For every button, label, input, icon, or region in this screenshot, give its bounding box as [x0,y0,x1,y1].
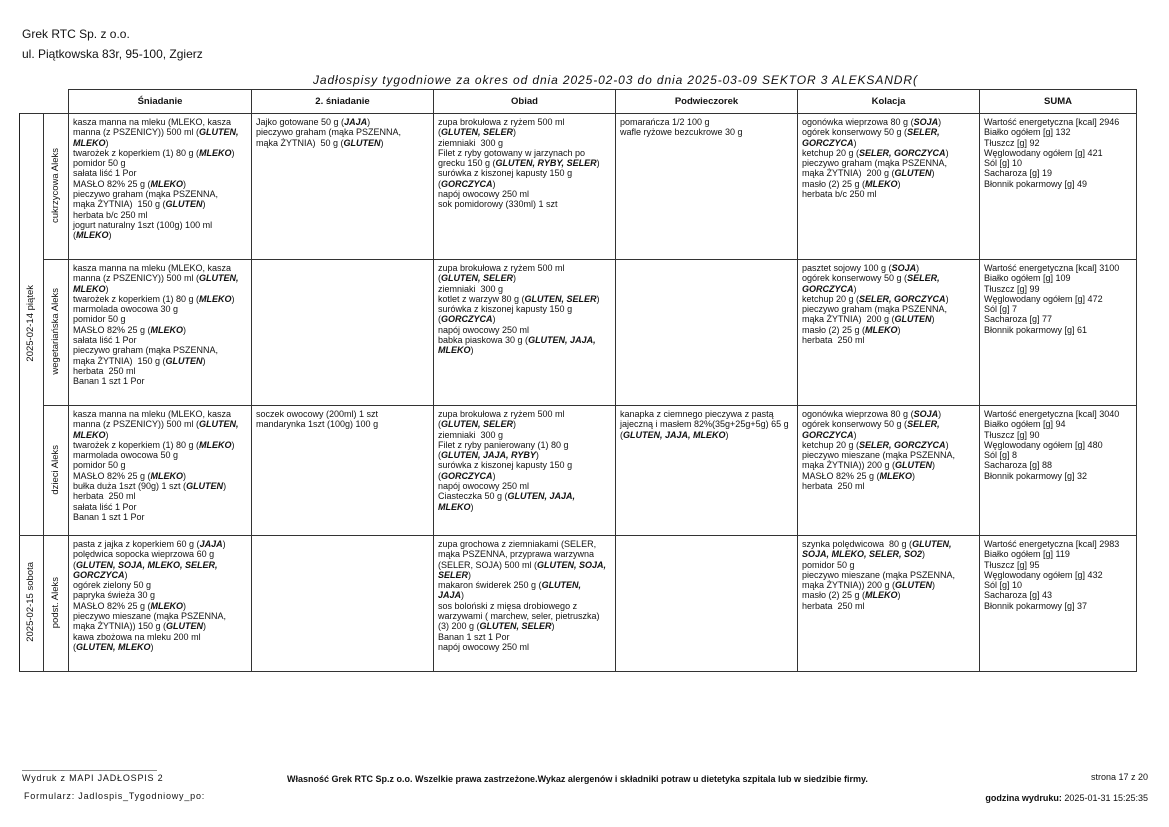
meal-line: twarożek z koperkiem (1) 80 g (MLEKO) [73,147,235,158]
allergen-text: GLUTEN [894,168,932,179]
meal-line: herbata 250 ml [73,365,136,376]
meal-line: papryka świeża 30 g [73,590,156,601]
footer-printout: Wydruk z MAPI JADŁOSPIS 2 [22,773,164,783]
day-date-cell [20,536,44,672]
menu-table [19,89,1137,672]
allergen-text: GORCZYCA [802,283,854,294]
meal-line: (GLUTEN, SELER) [438,419,517,430]
meal-line: ogórek zielony 50 g [73,580,152,591]
meal-cell-suma [980,536,1137,672]
meal-line: surówka z kiszonej kapusty 150 g [438,304,573,315]
allergen-text: GLUTEN, SELER [441,127,514,138]
meal-line: ogórek konserwowy 50 g (SELER, [802,419,940,430]
nutrition-line: Błonnik pokarmowy [g] 61 [984,324,1088,335]
allergen-text: GLUTEN, JAJA, RYBY [441,450,536,461]
meal-line: SOJA, MLEKO, SELER, SO2) [802,549,926,560]
meal-cell-obiad [434,114,616,260]
meal-line: pomidor 50 g [802,559,855,570]
meal-cell-2-sniadanie [252,260,434,406]
allergen-text: MLEKO [76,230,109,241]
meal-line: Filet z ryby gotowany w jarzynach po [438,147,586,158]
allergen-text: MLEKO [73,137,106,148]
meal-line: twarożek z koperkiem (1) 80 g (MLEKO) [73,439,235,450]
allergen-text: MLEKO [879,470,913,481]
nutrition-line: Sól [g] 7 [984,304,1018,315]
meal-cell-suma [980,114,1137,260]
meal-line: sałata liść 1 Por [73,168,137,179]
column-header-podwieczorek: Podwieczorek [616,90,798,114]
diet-name: dzieci Aleks [49,444,61,495]
meal-line: ziemniaki 300 g [438,283,504,294]
meal-line: MLEKO) [438,501,474,512]
allergen-text: SELER, GORCZYCA [859,293,946,304]
allergen-text: GLUTEN, [912,539,952,549]
meal-line: (GLUTEN, SELER) [438,273,517,284]
meal-line: pieczywo mieszane (mąka PSZENNA, [802,569,956,580]
allergen-text: GORCZYCA [802,429,854,440]
meal-line: polędwica sopocka wieprzowa 60 g [73,549,215,560]
meal-line: MASŁO 82% 25 g (MLEKO) [73,324,187,335]
meal-line: pomidor 50 g [73,460,126,471]
day-date: 2025-02-15 sobota [25,562,37,643]
allergen-text: SELER, [907,127,940,138]
company-name: Grek RTC Sp. z o.o. [22,27,130,41]
allergen-text: SELER, GORCZYCA [859,147,946,158]
allergen-text: GLUTEN, JAJA, [507,491,576,502]
meal-line: kasza manna na mleku (MLEKO, kasza [73,263,232,273]
allergen-text: MLEKO [438,345,471,356]
meal-line: mąka ŻYTNIA) 200 g (GLUTEN) [802,168,935,179]
allergen-text: GLUTEN, JAJA, MLEKO [623,429,726,440]
nutrition-line: Białko ogółem [g] 109 [984,273,1071,284]
meal-line: ziemniaki 300 g [438,429,504,440]
allergen-text: GLUTEN, [541,580,582,591]
meal-line: MLEKO) [73,283,109,294]
meal-cell-suma [980,406,1137,536]
meal-cell-suma [980,260,1137,406]
meal-line: pieczywo graham (mąka PSZENNA, [802,304,948,315]
allergen-text: GORCZYCA [802,137,854,148]
meal-line: ketchup 20 g (SELER, GORCZYCA) [802,147,949,158]
diet-name-cell [44,406,69,536]
meal-cell-kolacja [798,406,980,536]
meal-line: pomidor 50 g [73,314,126,325]
meal-line: pieczywo graham (mąka PSZENNA, [73,189,219,200]
nutrition-line: Wartość energetyczna [kcal] 3040 [984,409,1120,419]
meal-cell-obiad [434,406,616,536]
meal-line: mąka PSZENNA, przyprawa warzywna [438,549,595,560]
meal-line: masło (2) 25 g (MLEKO) [802,324,901,335]
meal-line: masło (2) 25 g (MLEKO) [802,178,901,189]
menu-row [20,260,1137,406]
meal-line: mąka ŻYTNIA) 150 g (GLUTEN) [73,355,206,366]
meal-line: ogórek konserwowy 50 g (SELER, [802,127,940,138]
meal-line: mąka ŻYTNIA) 150 g (GLUTEN) [73,199,206,210]
meal-line: GORCZYCA) [73,569,128,580]
meal-line: Banan 1 szt 1 Por [73,376,145,387]
meal-line: mąka ŻYTNIA) 200 g (GLUTEN) [802,314,935,325]
nutrition-line: Węglowodany ogółem [g] 421 [984,147,1103,158]
column-header-suma: SUMA [980,90,1137,114]
meal-line: herbata b/c 250 ml [73,209,148,220]
meal-line: GORCZYCA) [802,429,857,440]
meal-cell-kolacja [798,260,980,406]
allergen-text: GLUTEN, SELER [524,293,597,304]
meal-line: mąka ŻYTNIA)) 150 g (GLUTEN) [73,621,207,632]
meal-line: SELER) [438,569,472,580]
meal-line: (3) 200 g (GLUTEN, SELER) [438,621,555,632]
meal-line: MASŁO 82% 25 g (MLEKO) [802,470,916,481]
meal-line: ogórek konserwowy 50 g (SELER, [802,273,940,284]
meal-line: mąka ŻYTNIA)) 200 g (GLUTEN) [802,460,936,471]
meal-line: Banan 1 szt 1 Por [438,631,510,642]
meal-cell-podwieczorek [616,260,798,406]
allergen-text: MLEKO [150,324,184,335]
meal-line: manna (z PSZENICY)) 500 ml (GLUTEN, [73,127,239,138]
allergen-text: MLEKO [865,324,898,335]
meal-line: manna (z PSZENICY)) 500 ml (GLUTEN, [73,419,239,430]
meal-line: marmolada owocowa 30 g [73,304,179,315]
nutrition-line: Sacharoza [g] 43 [984,590,1053,601]
allergen-text: SOJA [913,117,939,127]
allergen-text: MLEKO [865,178,898,189]
nutrition-line: Tłuszcz [g] 99 [984,283,1040,294]
day-date-cell [20,114,44,536]
header-spacer [20,90,69,114]
meal-line: pomarańcza 1/2 100 g [620,117,710,127]
meal-cell-2-sniadanie [252,406,434,536]
meal-line: pieczywo mieszane (mąka PSZENNA, [73,611,227,622]
allergen-text: GLUTEN, [199,127,239,138]
meal-line: MLEKO) [438,345,474,356]
meal-line: soczek owocowy (200ml) 1 szt [256,409,379,419]
allergen-text: GORCZYCA [441,470,493,481]
meal-line: MASŁO 82% 25 g (MLEKO) [73,600,187,611]
nutrition-line: Białko ogółem [g] 132 [984,127,1071,138]
meal-line: zupa brokułowa z ryżem 500 ml [438,409,565,419]
meal-line: sok pomidorowy (330ml) 1 szt [438,199,558,210]
meal-line: pomidor 50 g [73,158,126,169]
meal-line: (GORCZYCA) [438,314,496,325]
meal-line: bułka duża 1szt (90g) 1 szt (GLUTEN) [73,481,227,492]
footer-ownership: Własność Grek RTC Sp.z o.o. Wszelkie prawa zastrzeżone.Wykaz alergenów i składniki potraw u dietetyka szpitala lub w siedzibie firmy. [287,774,868,784]
meal-line: pasta z jajka z koperkiem 60 g (JAJA) [73,539,226,549]
diet-name: cukrzycowa Aleks [49,147,61,223]
allergen-text: MLEKO [73,429,106,440]
meal-line: MASŁO 82% 25 g (MLEKO) [73,470,187,481]
diet-name: wegetariańska Aleks [49,288,61,375]
footer-print-time-value: 2025-01-31 15:25:35 [1064,793,1148,803]
nutrition-line: Wartość energetyczna [kcal] 3100 [984,263,1120,273]
meal-cell-podwieczorek [616,114,798,260]
meal-cell-podwieczorek [616,406,798,536]
menu-row [20,114,1137,260]
meal-line: babka piaskowa 30 g (GLUTEN, JAJA, [438,335,596,346]
allergen-text: MLEKO [199,293,232,304]
allergen-text: GLUTEN [165,355,203,366]
meal-line: pieczywo graham (mąka PSZENNA, [73,345,219,356]
allergen-text: SOJA [913,409,939,419]
meal-line: kotlet z warzyw 80 g (GLUTEN, SELER) [438,293,600,304]
allergen-text: GLUTEN [165,199,203,210]
meal-line: mandarynka 1szt (100g) 100 g [256,419,379,430]
allergen-text: GLUTEN, SOJA, [537,559,607,570]
meal-cell-2-sniadanie [252,536,434,672]
allergen-text: GLUTEN, RYBY, SELER [495,158,597,169]
meal-line: herbata b/c 250 ml [802,189,877,200]
meal-line: sałata liść 1 Por [73,335,137,346]
meal-line: MASŁO 82% 25 g (MLEKO) [73,178,187,189]
allergen-text: MLEKO [199,147,232,158]
meal-line: herbata 250 ml [73,491,136,502]
meal-line: kawa zbożowa na mleku 200 ml [73,631,201,642]
footer-page-number: strona 17 z 20 [1090,772,1148,782]
meal-line: (GLUTEN, SOJA, MLEKO, SELER, [73,559,218,570]
meal-line: zupa brokułowa z ryżem 500 ml [438,117,565,127]
nutrition-line: Sacharoza [g] 77 [984,314,1053,325]
header-row [20,90,1137,114]
meal-line: masło (2) 25 g (MLEKO) [802,590,901,601]
nutrition-line: Wartość energetyczna [kcal] 2983 [984,539,1120,549]
nutrition-line: Tłuszcz [g] 90 [984,429,1040,440]
nutrition-line: Sacharoza [g] 88 [984,460,1053,471]
meal-line: pieczywo mieszane (mąka PSZENNA, [802,450,956,461]
footer-print-time-label: godzina wydruku: [985,793,1062,803]
meal-line: mąka ŻYTNIA) 50 g (GLUTEN) [256,137,384,148]
meal-line: MLEKO) [73,137,109,148]
diet-name-cell [44,114,69,260]
nutrition-line: Białko ogółem [g] 119 [984,549,1070,560]
allergen-text: SELER, [907,273,940,284]
allergen-text: MLEKO [865,590,898,601]
meal-line: ketchup 20 g (SELER, GORCZYCA) [802,293,949,304]
day-date: 2025-02-14 piątek [25,285,37,362]
meal-line: (SELER, SOJA) 500 ml (GLUTEN, SOJA, [438,559,607,570]
allergen-text: MLEKO [150,600,184,611]
meal-cell-2-sniadanie [252,114,434,260]
footer-form: Formularz: Jadlospis_Tygodniowy_po: [24,791,206,801]
company-header [22,24,203,64]
diet-name-cell [44,536,69,672]
allergen-text: SELER, GORCZYCA [859,439,946,450]
meal-line: ogonówka wieprzowa 80 g (SOJA) [802,117,942,127]
meal-line: mąka ŻYTNIA)) 200 g (GLUTEN) [802,580,936,591]
column-header-2-sniadanie: 2. śniadanie [252,90,434,114]
column-header-sniadanie: Śniadanie [69,90,252,114]
allergen-text: JAJA [199,539,223,549]
allergen-text: GLUTEN [894,314,932,325]
nutrition-line: Wartość energetyczna [kcal] 2946 [984,117,1120,127]
meal-line: twarożek z koperkiem (1) 80 g (MLEKO) [73,293,235,304]
meal-line: (GLUTEN, SELER) [438,127,517,138]
meal-line: wafle ryżowe bezcukrowe 30 g [620,127,743,138]
meal-cell-obiad [434,260,616,406]
meal-line: (GORCZYCA) [438,470,496,481]
meal-line: kanapka z ciemnego pieczywa z pastą [620,409,774,419]
meal-line: zupa brokułowa z ryżem 500 ml [438,263,565,273]
allergen-text: MLEKO [199,439,232,450]
meal-line: (MLEKO) [73,230,112,241]
nutrition-line: Błonnik pokarmowy [g] 32 [984,470,1088,481]
meal-line: herbata 250 ml [802,481,865,492]
meal-line: (GLUTEN, JAJA, MLEKO) [620,429,729,440]
meal-line: warzywami ( marchew, seler, pietruszka) [438,611,600,622]
meal-line: Banan 1 szt 1 Por [73,511,145,522]
meal-line: marmolada owocowa 50 g [73,450,179,461]
meal-line: JAJA) [438,590,465,601]
meal-line: grecku 150 g (GLUTEN, RYBY, SELER) [438,158,600,169]
meal-line: napój owocowy 250 ml [438,189,530,200]
meal-line: GORCZYCA) [802,283,857,294]
meal-line: makaron świderek 250 g (GLUTEN, [438,580,582,591]
document-title: Jadłospisy tygodniowe za okres od dnia 2025-02-03 do dnia 2025-03-09 SEKTOR 3 ALEKSANDR( [313,73,918,87]
allergen-text: GLUTEN, [199,419,239,430]
allergen-text: GORCZYCA [441,314,493,325]
menu-row [20,536,1137,672]
allergen-text: GLUTEN [343,137,381,148]
allergen-text: GORCZYCA [73,569,125,580]
allergen-text: GLUTEN, SOJA, MLEKO, SELER, [76,559,218,570]
company-address: ul. Piątkowska 83r, 95-100, Zgierz [22,47,203,61]
allergen-text: GLUTEN [895,460,933,471]
allergen-text: SOJA [891,263,917,273]
allergen-text: MLEKO [438,501,471,512]
allergen-text: GLUTEN, [199,273,239,284]
meal-line: GORCZYCA) [802,137,857,148]
meal-cell-kolacja [798,114,980,260]
nutrition-line: Błonnik pokarmowy [g] 49 [984,178,1088,189]
meal-line: szynka polędwicowa 80 g (GLUTEN, [802,539,952,549]
allergen-text: GLUTEN [186,481,224,492]
nutrition-line: Węglowodany ogółem [g] 472 [984,293,1103,304]
allergen-text: JAJA [344,117,368,127]
meal-line: napój owocowy 250 ml [438,481,530,492]
allergen-text: SELER [438,569,469,580]
meal-line: pieczywo graham (mąka PSZENNA, [256,127,402,138]
meal-cell-sniadanie [69,260,252,406]
column-header-obiad: Obiad [434,90,616,114]
column-header-kolacja: Kolacja [798,90,980,114]
meal-line: jogurt naturalny 1szt (100g) 100 ml [73,219,213,230]
allergen-text: GLUTEN, MLEKO [76,641,151,652]
meal-line: surówka z kiszonej kapusty 150 g [438,460,573,471]
nutrition-line: Błonnik pokarmowy [g] 37 [984,600,1088,611]
nutrition-line: Sól [g] 10 [984,158,1023,169]
nutrition-line: Sól [g] 8 [984,450,1018,461]
footer-print-time [985,793,1148,803]
allergen-text: MLEKO [150,178,184,189]
meal-cell-obiad [434,536,616,672]
allergen-text: GLUTEN [166,621,204,632]
allergen-text: SELER, [907,419,940,430]
meal-line: MLEKO) [73,429,109,440]
meal-line: napój owocowy 250 ml [438,324,530,335]
allergen-text: MLEKO [73,283,106,294]
menu-row [20,406,1137,536]
meal-cell-podwieczorek [616,536,798,672]
meal-line: kasza manna na mleku (MLEKO, kasza [73,409,232,419]
allergen-text: SOJA, MLEKO, SELER, SO2 [802,549,923,560]
meal-line: ziemniaki 300 g [438,137,504,148]
meal-line: Filet z ryby panierowany (1) 80 g [438,439,569,450]
allergen-text: GLUTEN, SELER [441,419,514,430]
meal-line: Ciasteczka 50 g (GLUTEN, JAJA, [438,491,576,502]
meal-line: napój owocowy 250 ml [438,641,530,652]
meal-cell-kolacja [798,536,980,672]
meal-line: herbata 250 ml [802,335,865,346]
nutrition-line: Węglowodany ogółem [g] 480 [984,439,1103,450]
diet-name-cell [44,260,69,406]
meal-line: ketchup 20 g (SELER, GORCZYCA) [802,439,949,450]
meal-line: pieczywo graham (mąka PSZENNA, [802,158,948,169]
diet-name: podst. Aleks [49,576,61,628]
meal-line: sos boloński z mięsa drobiowego z [438,600,578,611]
nutrition-line: Sacharoza [g] 19 [984,168,1053,179]
allergen-text: MLEKO [150,470,184,481]
nutrition-line: Sól [g] 10 [984,580,1023,591]
allergen-text: GLUTEN, SELER [441,273,514,284]
meal-cell-sniadanie [69,536,252,672]
meal-line: pasztet sojowy 100 g (SOJA) [802,263,920,273]
footer-divider [22,770,157,771]
meal-line: kasza manna na mleku (MLEKO, kasza [73,117,232,127]
meal-line: sałata liść 1 Por [73,501,137,512]
allergen-text: GLUTEN [895,580,933,591]
meal-line: (GLUTEN, JAJA, RYBY) [438,450,539,461]
nutrition-line: Tłuszcz [g] 92 [984,137,1040,148]
nutrition-line: Białko ogółem [g] 94 [984,419,1066,430]
meal-line: Jajko gotowane 50 g (JAJA) [256,117,371,127]
allergen-text: GLUTEN, SELER [479,621,552,632]
allergen-text: JAJA [438,590,462,601]
meal-line: herbata 250 ml [802,600,865,611]
meal-cell-sniadanie [69,114,252,260]
nutrition-line: Tłuszcz [g] 95 [984,559,1040,570]
meal-line: ogonówka wieprzowa 80 g (SOJA) [802,409,942,419]
meal-cell-sniadanie [69,406,252,536]
allergen-text: GORCZYCA [441,178,493,189]
meal-line: surówka z kiszonej kapusty 150 g [438,168,573,179]
meal-line: manna (z PSZENICY)) 500 ml (GLUTEN, [73,273,239,284]
nutrition-line: Węglowodany ogółem [g] 432 [984,569,1103,580]
meal-line: (GLUTEN, MLEKO) [73,641,154,652]
allergen-text: GLUTEN, JAJA, [528,335,596,346]
meal-line: (GORCZYCA) [438,178,496,189]
meal-line: jajeczną i masłem 82%(35g+25g+5g) 65 g [620,419,789,430]
meal-line: zupa grochowa z ziemniakami (SELER, [438,539,597,549]
